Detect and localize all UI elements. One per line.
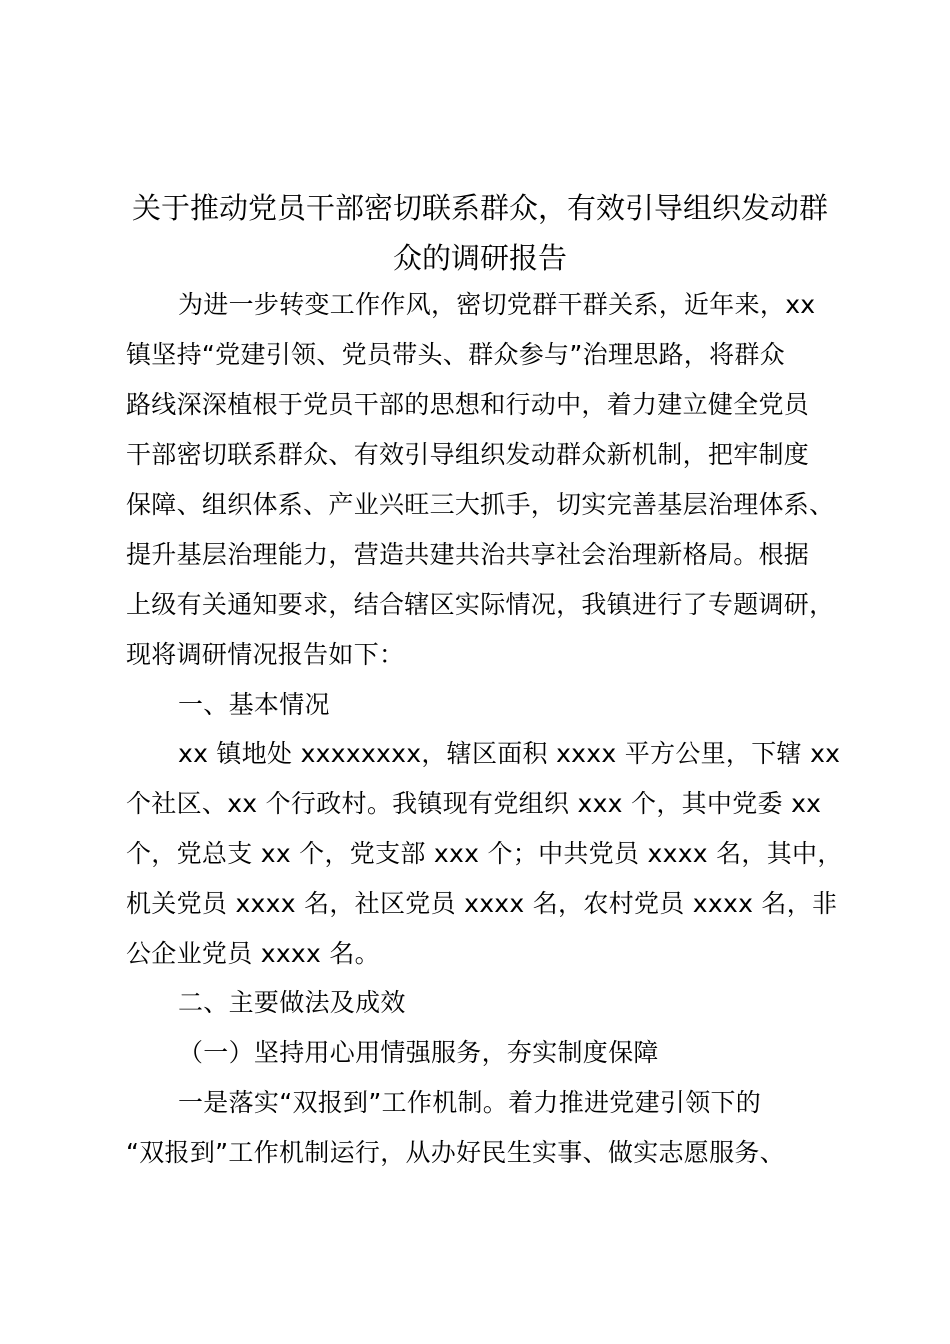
body-line: 路线深深植根于党员干部的思想和行动中，着力建立健全党员: [126, 390, 810, 419]
body-line: 为进一步转变工作作风，密切党群干群关系，近年来，xx: [178, 290, 816, 319]
body-line: xx 镇地处 xxxxxxxx，辖区面积 xxxx 平方公里，下辖 xx: [178, 739, 841, 768]
body-line: 上级有关通知要求，结合辖区实际情况，我镇进行了专题调研，: [126, 590, 835, 619]
body-line: 提升基层治理能力，营造共建共治共享社会治理新格局。根据: [126, 540, 810, 569]
body-line: 一是落实“双报到”工作机制。着力推进党建引领下的: [178, 1088, 762, 1117]
body-line: 保障、组织体系、产业兴旺三大抓手，切实完善基层治理体系、: [126, 490, 835, 519]
document-title: [110, 183, 850, 283]
body-line: 个，党总支 xx 个，党支部 xxx 个；中共党员 xxxx 名，其中，: [126, 839, 843, 868]
body-line: 机关党员 xxxx 名，社区党员 xxxx 名，农村党员 xxxx 名，非: [126, 889, 838, 918]
body-line: 公企业党员 xxxx 名。: [126, 939, 380, 968]
body-line: 现将调研情况报告如下：: [126, 640, 405, 669]
title-line-1: 关于推动党员干部密切联系群众，有效引导组织发动群: [131, 191, 828, 225]
section-heading-practice: 二、主要做法及成效: [178, 988, 406, 1017]
body-line: 干部密切联系群众、有效引导组织发动群众新机制，把牢制度: [126, 440, 810, 469]
title-line-2: 众的调研报告: [392, 241, 567, 275]
body-line: 镇坚持“党建引领、党员带头、群众参与”治理思路，将群众: [126, 340, 786, 369]
body-line: “双报到”工作机制运行，从办好民生实事、做实志愿服务、: [126, 1138, 786, 1167]
subsection-heading: （一）坚持用心用情强服务，夯实制度保障: [178, 1038, 659, 1067]
section-heading-basic: 一、基本情况: [178, 690, 330, 719]
body-line: 个社区、xx 个行政村。我镇现有党组织 xxx 个，其中党委 xx: [126, 789, 822, 818]
